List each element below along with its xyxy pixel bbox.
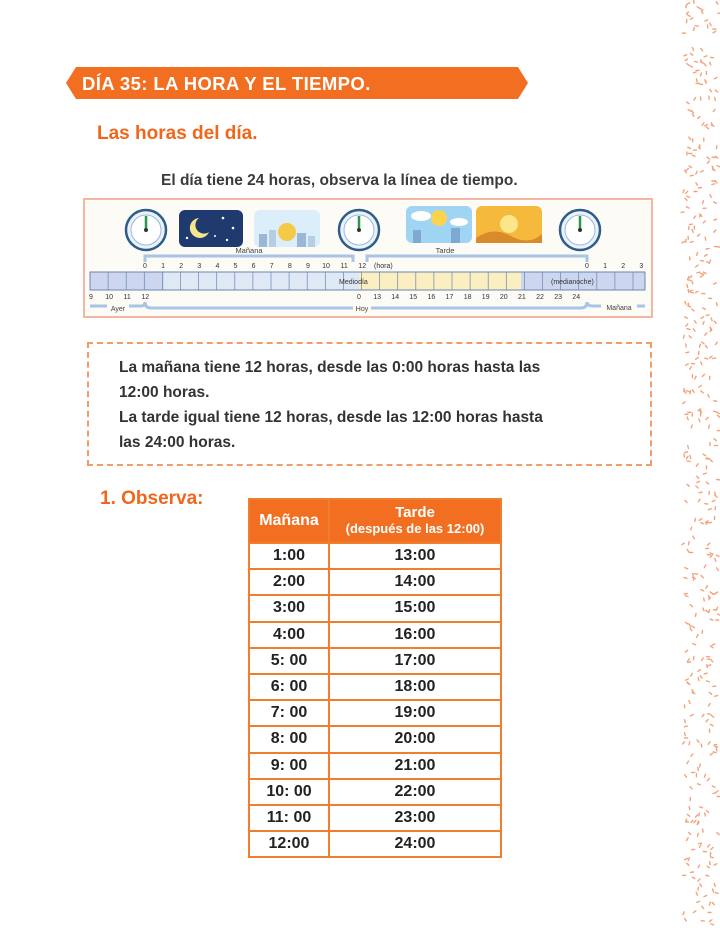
timeline-segment-night	[90, 272, 164, 290]
cell-manana: 12:00	[249, 831, 329, 857]
bottom-hour-number: 0	[357, 294, 361, 301]
label-hora: (hora)	[374, 263, 393, 270]
top-hour-number: 11	[340, 263, 348, 270]
title-banner	[66, 67, 528, 99]
label-medianoche: (medianoche)	[551, 279, 594, 286]
cell-manana: 6: 00	[249, 674, 329, 700]
cell-tarde: 14:00	[329, 569, 501, 595]
cell-tarde: 13:00	[329, 543, 501, 569]
info-line-4: las 24:00 horas.	[119, 434, 236, 451]
top-hour-number: 2	[179, 263, 184, 270]
bottom-hour-number: 20	[499, 294, 508, 301]
top-hour-number: 5	[233, 263, 238, 270]
top-hour-number-right: 1	[603, 263, 608, 270]
cell-tarde: 23:00	[329, 805, 501, 831]
top-hour-number: 4	[215, 263, 220, 270]
label-hoy: Hoy	[355, 306, 369, 313]
bottom-hour-number: 21	[518, 294, 526, 301]
bottom-prev-hour-number: 9	[89, 294, 93, 301]
exercise-title: 1. Observa:	[100, 488, 204, 509]
table-row	[249, 543, 501, 569]
bottom-hour-number: 19	[481, 294, 490, 301]
cell-tarde: 22:00	[329, 779, 501, 805]
intro-text: El día tiene 24 horas, observa la línea de tiempo.	[161, 172, 518, 189]
table-header-row	[249, 499, 501, 543]
top-hour-number: 6	[251, 263, 256, 270]
bottom-prev-hour-number: 12	[141, 294, 150, 301]
header-tarde-label: Tarde	[395, 504, 435, 521]
table-row	[249, 831, 501, 857]
hours-table	[248, 498, 502, 858]
table-row	[249, 805, 501, 831]
cell-manana: 5: 00	[249, 648, 329, 674]
label-manana-top: Mañana	[235, 246, 263, 255]
table-row	[249, 726, 501, 752]
info-line-1: La mañana tiene 12 horas, desde las 0:00 horas hasta las	[119, 359, 541, 376]
bottom-hour-number: 17	[445, 294, 454, 301]
top-hour-number-right: 3	[639, 263, 644, 270]
cell-tarde: 16:00	[329, 622, 501, 648]
cell-manana: 11: 00	[249, 805, 329, 831]
timeline-segment-morning	[164, 272, 359, 290]
cell-manana: 2:00	[249, 569, 329, 595]
section-subtitle: Las horas del día.	[97, 123, 258, 144]
table-row	[249, 595, 501, 621]
header-tarde-note: (después de las 12:00)	[345, 521, 485, 536]
top-hour-number: 8	[287, 263, 292, 270]
info-line-3: La tarde igual tiene 12 horas, desde las 12:00 horas hasta	[119, 409, 543, 426]
bottom-hour-number: 24	[572, 294, 581, 301]
header-manana: Mañana	[249, 499, 329, 543]
bottom-prev-hour-number: 10	[105, 294, 113, 301]
cell-tarde: 17:00	[329, 648, 501, 674]
clock-icon	[560, 210, 600, 250]
bottom-hour-number: 22	[536, 294, 544, 301]
table-row	[249, 648, 501, 674]
top-hour-number: 12	[358, 263, 367, 270]
bottom-hour-number: 23	[554, 294, 562, 301]
cell-tarde: 19:00	[329, 700, 501, 726]
cell-manana: 7: 00	[249, 700, 329, 726]
timeline-illustration	[83, 198, 653, 318]
table-row	[249, 569, 501, 595]
day-scene-icon	[406, 206, 472, 243]
table-row	[249, 753, 501, 779]
bottom-prev-hour-number: 11	[123, 294, 131, 301]
cell-tarde: 24:00	[329, 831, 501, 857]
clock-icon	[339, 210, 379, 250]
table-row	[249, 674, 501, 700]
timeline-segment-afternoon	[359, 272, 521, 290]
bottom-hour-number: 16	[427, 294, 436, 301]
table-row	[249, 779, 501, 805]
header-tarde	[329, 499, 501, 543]
label-tarde-top: Tarde	[435, 246, 455, 255]
cell-manana: 10: 00	[249, 779, 329, 805]
top-hour-number: 0	[143, 263, 147, 270]
cell-tarde: 20:00	[329, 726, 501, 752]
label-mediodia: Mediodía	[339, 279, 368, 286]
cell-manana: 4:00	[249, 622, 329, 648]
cell-manana: 1:00	[249, 543, 329, 569]
top-hour-number-right: 2	[621, 263, 626, 270]
top-hour-number-right: 0	[585, 263, 589, 270]
sunrise-scene-icon	[254, 210, 320, 247]
cell-manana: 8: 00	[249, 726, 329, 752]
cell-manana: 3:00	[249, 595, 329, 621]
decorative-side-pattern	[680, 0, 720, 932]
info-box	[87, 342, 652, 466]
bottom-hour-number: 14	[391, 294, 400, 301]
top-hour-number: 10	[322, 263, 330, 270]
top-hour-number: 9	[305, 263, 310, 270]
table-row	[249, 622, 501, 648]
sunset-scene-icon	[476, 206, 542, 243]
cell-tarde: 21:00	[329, 753, 501, 779]
table-row	[249, 700, 501, 726]
cell-manana: 9: 00	[249, 753, 329, 779]
label-ayer: Ayer	[110, 306, 126, 313]
page-title: DÍA 35: LA HORA Y EL TIEMPO.	[82, 73, 371, 94]
top-hour-number: 7	[269, 263, 274, 270]
top-hour-number: 3	[197, 263, 202, 270]
bottom-hour-number: 18	[463, 294, 472, 301]
bottom-hour-number: 13	[373, 294, 381, 301]
cell-tarde: 18:00	[329, 674, 501, 700]
top-hour-number: 1	[161, 263, 166, 270]
night-scene-icon	[179, 210, 243, 247]
cell-tarde: 15:00	[329, 595, 501, 621]
label-manana-bottom: Mañana	[606, 305, 632, 312]
info-line-2: 12:00 horas.	[119, 384, 210, 401]
clock-icon	[126, 210, 166, 250]
bottom-hour-number: 15	[409, 294, 418, 301]
